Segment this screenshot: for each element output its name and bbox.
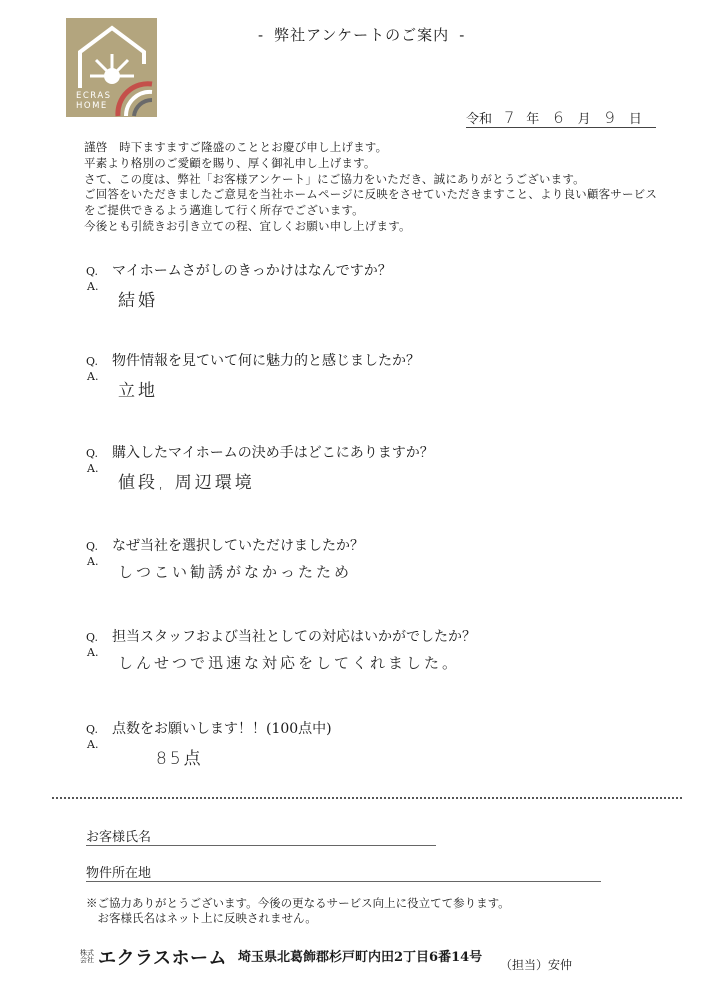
title-dash-left: - (258, 26, 265, 44)
question-text: マイホームさがしのきっかけはなんですか？ (112, 263, 392, 279)
staff-name: 安仲 (548, 958, 573, 972)
date-day: 9 (604, 108, 615, 127)
q-mark: Q. (86, 540, 98, 553)
qa-item (86, 718, 646, 768)
answer (86, 646, 646, 676)
date-day-unit: 日 (628, 112, 642, 127)
note-line: ※ご協力ありがとうございます。今後の更なるサービス向上に役立てて参ります。 (86, 896, 510, 910)
qa-item (86, 260, 646, 310)
dotted-divider (52, 797, 682, 799)
customer-name-label: お客様氏名 (86, 830, 152, 845)
answer (86, 738, 646, 768)
intro-line: ご回答をいただきましたご意見を当社ホームページに反映をさせていただきますこと、より良い顧客サービス (84, 187, 658, 202)
answer-text: 値段, 周辺環境 (118, 473, 255, 493)
question (86, 718, 646, 738)
title-dash-right: - (459, 26, 466, 44)
q-mark: Q. (86, 265, 98, 278)
note-line: お客様氏名はネット上に反映されません。 (86, 911, 317, 925)
answer (86, 370, 646, 400)
date-era: 令和 (466, 112, 493, 127)
staff-label: （担当） (500, 958, 549, 972)
intro-text (84, 140, 684, 235)
date-month: 6 (553, 108, 564, 127)
intro-line: 平素より格別のご愛顧を賜り、厚く御礼申し上げます。 (84, 155, 376, 170)
a-mark: A. (87, 370, 99, 383)
answer (86, 555, 646, 585)
answer-text: 85点 (156, 749, 204, 769)
page-title (248, 24, 475, 45)
answer (86, 462, 646, 492)
question-text: 物件情報を見ていて何に魅力的と感じましたか？ (112, 353, 420, 369)
title-text: 弊社アンケートのご案内 (274, 26, 450, 44)
question-text: 購入したマイホームの決め手はどこにありますか？ (112, 445, 434, 461)
a-mark: A. (87, 280, 99, 293)
answer-text: しんせつで迅速な対応をしてくれました。 (118, 654, 461, 672)
staff-info (500, 956, 572, 973)
question-text: なぜ当社を選択していただけましたか？ (112, 538, 364, 554)
question-text: 点数をお願いします！！(100点中) (112, 721, 332, 737)
answer (86, 280, 646, 310)
kabushiki-kaisha (80, 950, 98, 964)
company-logo (66, 18, 157, 117)
qa-item (86, 442, 646, 492)
q-mark: Q. (86, 447, 98, 460)
answer-text: 結婚 (118, 291, 158, 311)
a-mark: A. (87, 646, 99, 659)
question-text: 担当スタッフおよび当社としての対応はいかがでしたか？ (112, 629, 476, 645)
date-year-unit: 年 (526, 112, 540, 127)
closing-notes (86, 896, 510, 926)
a-mark: A. (87, 462, 99, 475)
customer-name-line (86, 845, 436, 846)
a-mark: A. (87, 555, 99, 568)
question (86, 442, 646, 462)
q-mark: Q. (86, 723, 98, 736)
property-location-label: 物件所在地 (86, 866, 152, 881)
q-mark: Q. (86, 631, 98, 644)
intro-line: さて、この度は、弊社「お客様アンケート」にご協力をいただき、誠にありがとうございます。 (84, 171, 585, 186)
kabushiki-top: 株式 (80, 949, 94, 957)
qa-item (86, 535, 646, 585)
kabushiki-bottom: 会社 (80, 956, 94, 964)
question (86, 535, 646, 555)
property-location-line (86, 881, 601, 882)
answer-text: 立地 (118, 381, 158, 401)
date-underline (466, 127, 656, 128)
question (86, 350, 646, 370)
logo-text-home: HOME (76, 101, 108, 111)
answer-text: しつこい勧誘がなかったため (118, 563, 353, 581)
question (86, 260, 646, 280)
date-month-unit: 月 (577, 112, 591, 127)
date-year: 7 (504, 108, 515, 127)
intro-line: 謹啓 時下ますますご隆盛のこととお慶び申し上げます。 (84, 140, 388, 154)
qa-item (86, 626, 646, 676)
qa-item (86, 350, 646, 400)
logo-text-ecras: ECRAS (76, 91, 112, 101)
company-name (80, 944, 227, 970)
intro-line: 今後とも引続きお引き立ての程、宜しくお願い申し上げます。 (84, 218, 411, 233)
question (86, 626, 646, 646)
company-name-text: エクラスホーム (98, 948, 227, 969)
company-address: 埼玉県北葛飾郡杉戸町内田2丁目6番14号 (238, 950, 483, 965)
date-line (466, 108, 656, 127)
intro-line: をご提供できるよう邁進して行く所存でございます。 (84, 203, 364, 218)
a-mark: A. (87, 738, 99, 751)
q-mark: Q. (86, 355, 98, 368)
